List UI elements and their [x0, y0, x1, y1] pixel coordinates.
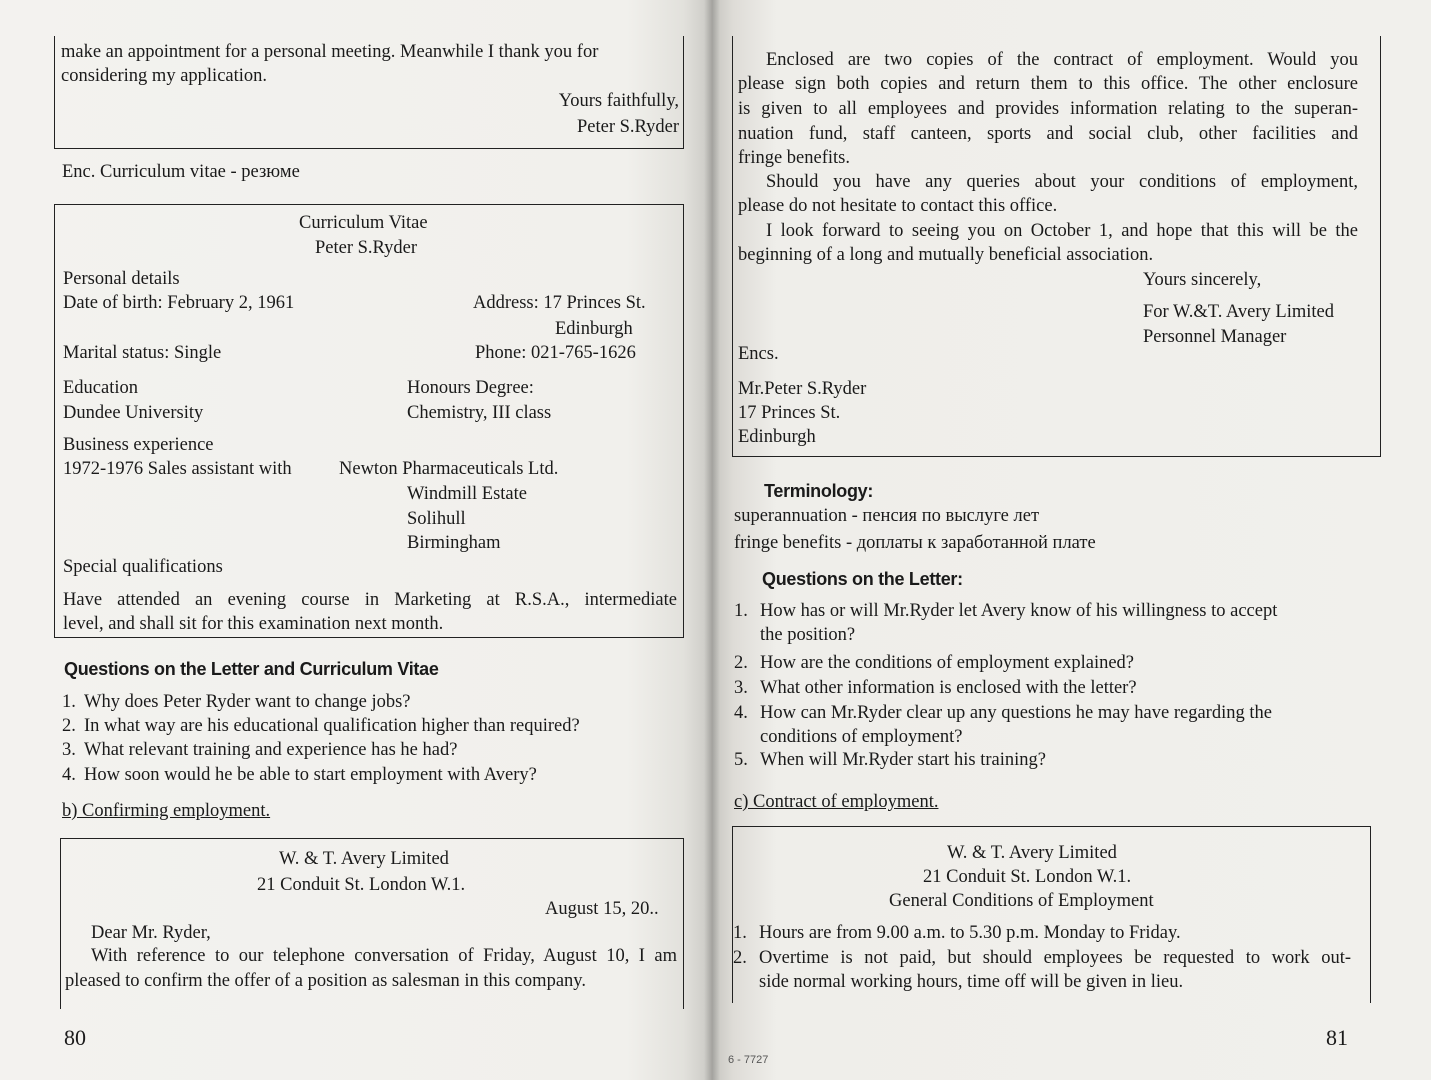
- contract-item-number: 2.: [733, 948, 747, 968]
- letter-company: W. & T. Avery Limited: [279, 849, 449, 869]
- cv-degree: Chemistry, III class: [407, 403, 552, 423]
- cv-address-1: Address: 17 Princes St.: [473, 293, 646, 313]
- section-b-heading: b) Confirming employment.: [62, 801, 271, 821]
- cv-employer: Newton Pharmaceuticals Ltd.: [339, 459, 559, 479]
- question-text: In what way are his educational qualification higher than required?: [84, 716, 580, 736]
- contract-item-text: Overtime is not paid, but should employees be requested to work out-: [759, 948, 1351, 968]
- question-text: How are the conditions of employment explained?: [760, 653, 1135, 673]
- question-text: How can Mr.Ryder clear up any questions he may have regarding the: [760, 703, 1272, 723]
- cv-title: Curriculum Vitae: [299, 213, 428, 233]
- letter-body: pleased to confirm the offer of a position as salesman in this company.: [65, 971, 586, 991]
- question-item: [62, 763, 537, 787]
- cv-special-text: Have attended an evening course in Marketing at R.S.A., intermediate: [63, 590, 677, 610]
- term-item: superannuation - пенсия по выслуге лет: [734, 506, 1040, 526]
- question-text: When will Mr.Ryder start his training?: [760, 750, 1046, 770]
- letter-line: considering my application.: [61, 66, 268, 86]
- question-item: [62, 714, 580, 738]
- contract-item-text: side normal working hours, time off will be given in lieu.: [759, 972, 1184, 992]
- letter-b-box: [60, 838, 684, 1009]
- recipient-address: 17 Princes St.: [738, 403, 841, 423]
- letter-line: nuation fund, staff canteen, sports and social club, other facilities and: [738, 124, 1358, 144]
- letter-enclosures: Encs.: [738, 344, 779, 364]
- question-item: [62, 738, 457, 762]
- cv-phone: Phone: 021-765-1626: [475, 343, 636, 363]
- cv-special-heading: Special qualifications: [63, 557, 223, 577]
- question-number: 1.: [62, 692, 76, 712]
- question-number: 2.: [62, 716, 76, 736]
- page-number: 81: [1326, 1025, 1348, 1050]
- cv-employer-address: Birmingham: [407, 533, 501, 553]
- letter-line: please sign both copies and return them to this office. The other enclosure: [738, 74, 1358, 94]
- contract-item-number: 1.: [733, 923, 747, 943]
- letter-closing: Yours faithfully,: [558, 91, 679, 111]
- cv-university: Dundee University: [63, 403, 204, 423]
- contract-address: 21 Conduit St. London W.1.: [923, 867, 1132, 887]
- letter-line: fringe benefits.: [738, 148, 850, 168]
- terminology-heading: Terminology:: [764, 481, 874, 501]
- letter-line: beginning of a long and mutually beneficial association.: [738, 245, 1154, 265]
- page-number: 80: [64, 1025, 86, 1050]
- curriculum-vitae-box: [54, 204, 684, 638]
- recipient-address: Mr.Peter S.Ryder: [738, 379, 867, 399]
- cv-special-text: level, and shall sit for this examination next month.: [63, 614, 444, 634]
- contract-box: [732, 826, 1371, 1003]
- letter-for-company: For W.&T. Avery Limited: [1143, 302, 1334, 322]
- cv-name: Peter S.Ryder: [315, 238, 418, 258]
- letter-salutation: Dear Mr. Ryder,: [91, 923, 211, 943]
- letter-line: I look forward to seeing you on October 1, and hope that this will be the: [766, 221, 1358, 241]
- cv-dob: Date of birth: February 2, 1961: [63, 293, 295, 313]
- cv-employer-address: Solihull: [407, 509, 466, 529]
- contract-title: General Conditions of Employment: [889, 891, 1154, 911]
- left-page: [0, 0, 712, 1080]
- enclosure-note: Enc. Curriculum vitae - резюме: [62, 162, 300, 182]
- questions-heading: Questions on the Letter and Curriculum Vitae: [64, 659, 439, 679]
- cv-employer-address: Windmill Estate: [407, 484, 527, 504]
- letter-line: is given to all employees and provides information relating to the superan-: [738, 99, 1358, 119]
- question-number: 5.: [734, 750, 748, 770]
- letter-line: make an appointment for a personal meeting. Meanwhile I thank you for: [61, 42, 599, 62]
- letter-closing: Yours sincerely,: [1143, 270, 1262, 290]
- cv-marital: Marital status: Single: [63, 343, 222, 363]
- cv-degree-heading: Honours Degree:: [407, 378, 534, 398]
- question-number: 3.: [62, 740, 76, 760]
- book-spine: [704, 0, 720, 1080]
- cv-address-2: Edinburgh: [555, 319, 633, 339]
- recipient-address: Edinburgh: [738, 427, 816, 447]
- letter-address: 21 Conduit St. London W.1.: [257, 875, 466, 895]
- letter-position: Personnel Manager: [1143, 327, 1287, 347]
- cv-personal-heading: Personal details: [63, 269, 180, 289]
- print-mark: 6 - 7727: [728, 1054, 769, 1066]
- contract-item-text: Hours are from 9.00 a.m. to 5.30 p.m. Monday to Friday.: [759, 923, 1181, 943]
- question-number: 4.: [62, 765, 76, 785]
- question-text: How has or will Mr.Ryder let Avery know of his willingness to accept: [760, 601, 1278, 621]
- right-page: [712, 0, 1431, 1080]
- cv-business-heading: Business experience: [63, 435, 214, 455]
- letter-line: Enclosed are two copies of the contract of employment. Would you: [766, 50, 1358, 70]
- letter-date: August 15, 20..: [545, 899, 659, 919]
- question-text: conditions of employment?: [760, 727, 963, 747]
- questions-heading: Questions on the Letter:: [762, 569, 963, 589]
- term-item: fringe benefits - доплаты к заработанной плате: [734, 533, 1096, 553]
- letter-continuation-box: [732, 36, 1381, 457]
- question-text: the position?: [760, 625, 856, 645]
- question-number: 3.: [734, 678, 748, 698]
- letter-continuation-box: [54, 36, 684, 149]
- question-text: What other information is enclosed with the letter?: [760, 678, 1137, 698]
- question-item: [62, 690, 411, 714]
- letter-line: Should you have any queries about your conditions of employment,: [766, 172, 1358, 192]
- cv-education-heading: Education: [63, 378, 139, 398]
- question-number: 2.: [734, 653, 748, 673]
- question-text: How soon would he be able to start employment with Avery?: [84, 765, 537, 785]
- question-text: What relevant training and experience has he had?: [84, 740, 458, 760]
- section-c-heading: c) Contract of employment.: [734, 792, 939, 812]
- letter-signature: Peter S.Ryder: [576, 117, 679, 137]
- question-number: 1.: [734, 601, 748, 621]
- letter-line: please do not hesitate to contact this office.: [738, 196, 1058, 216]
- contract-company: W. & T. Avery Limited: [947, 843, 1117, 863]
- cv-job-period: 1972-1976 Sales assistant with: [63, 459, 292, 479]
- letter-body: With reference to our telephone conversation of Friday, August 10, I am: [91, 946, 677, 966]
- question-text: Why does Peter Ryder want to change jobs?: [84, 692, 411, 712]
- question-number: 4.: [734, 703, 748, 723]
